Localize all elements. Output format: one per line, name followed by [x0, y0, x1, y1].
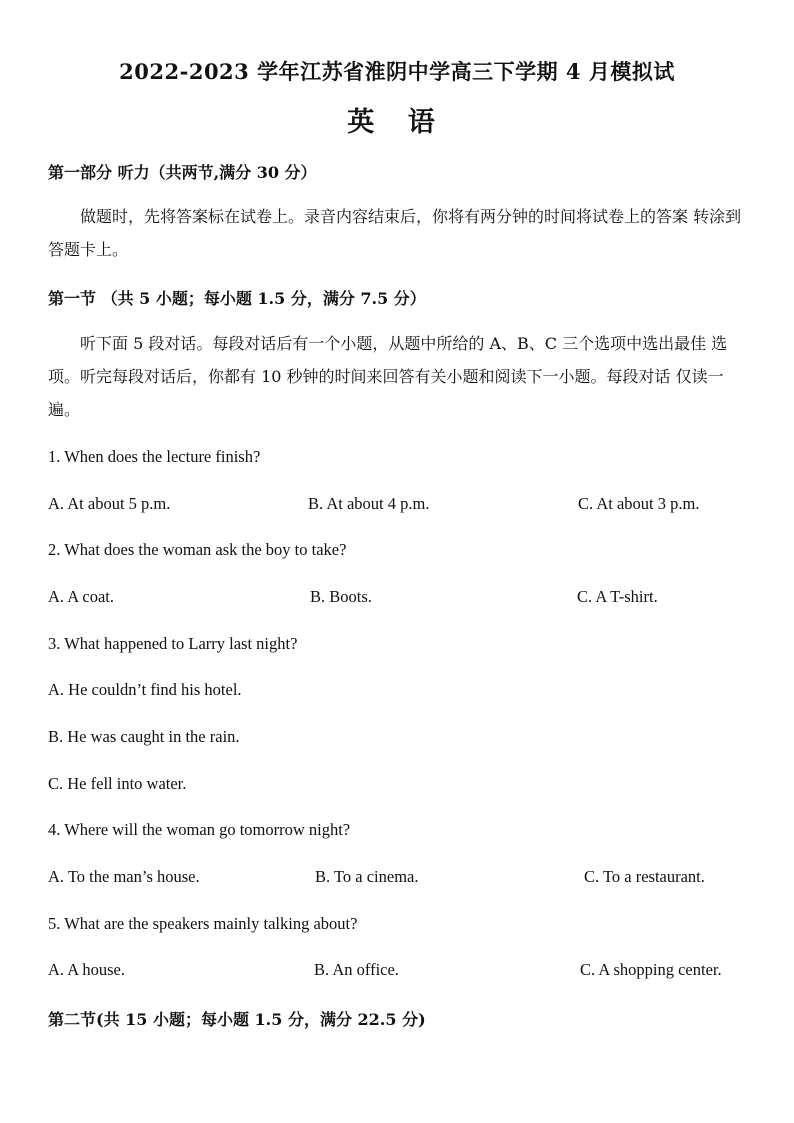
part1-instruction: 做题时，先将答案标在试卷上。录音内容结束后，你将有两分钟的时间将试卷上的答案 转涂到答题卡上。 [48, 207, 742, 259]
question-4-stem: 4. Where will the woman go tomorrow night? [48, 820, 351, 839]
question-2-stem: 2. What does the woman ask the boy to take? [48, 540, 347, 559]
question-2-option-c: C. A T-shirt. [577, 587, 658, 606]
question-1-stem: 1. When does the lecture finish? [48, 447, 261, 466]
question-3-option-b: B. He was caught in the rain. [48, 727, 240, 746]
question-1-option-b: B. At about 4 p.m. [308, 494, 430, 513]
question-5-option-b: B. An office. [314, 960, 399, 979]
subject-heading: 英 语 [347, 107, 447, 138]
section1-heading: 第一节 （共 5 小题；每小题 1.5 分，满分 7.5 分） [48, 289, 426, 308]
question-2-option-a: A. A coat. [48, 587, 114, 606]
question-2-option-b: B. Boots. [310, 587, 372, 606]
question-3-option-c: C. He fell into water. [48, 774, 187, 793]
exam-title: 2022-2023 学年江苏省淮阴中学高三下学期 4 月模拟试 [119, 59, 675, 84]
question-5-option-a: A. A house. [48, 960, 126, 979]
question-3-stem: 3. What happened to Larry last night? [48, 634, 298, 653]
question-4-option-b: B. To a cinema. [315, 867, 419, 886]
section1-instruction: 听下面 5 段对话。每段对话后有一个小题，从题中所给的 A、B、C 三个选项中选出最佳 选项。听完每段对话后，你都有 10 秒钟的时间来回答有关小题和阅读下一小题。每段对话 仅读一遍。 [48, 334, 728, 419]
question-5-stem: 5. What are the speakers mainly talking about? [48, 914, 358, 933]
question-3-option-a: A. He couldn’t find his hotel. [48, 680, 242, 699]
question-4-option-a: A. To the man’s house. [48, 867, 200, 886]
section2-heading: 第二节(共 15 小题；每小题 1.5 分，满分 22.5 分) [48, 1010, 426, 1029]
question-5-option-c: C. A shopping center. [580, 960, 722, 979]
question-1-option-c: C. At about 3 p.m. [578, 494, 700, 513]
part1-heading: 第一部分 听力（共两节,满分 30 分） [48, 163, 317, 182]
question-1-option-a: A. At about 5 p.m. [48, 494, 171, 513]
question-4-option-c: C. To a restaurant. [584, 867, 705, 886]
